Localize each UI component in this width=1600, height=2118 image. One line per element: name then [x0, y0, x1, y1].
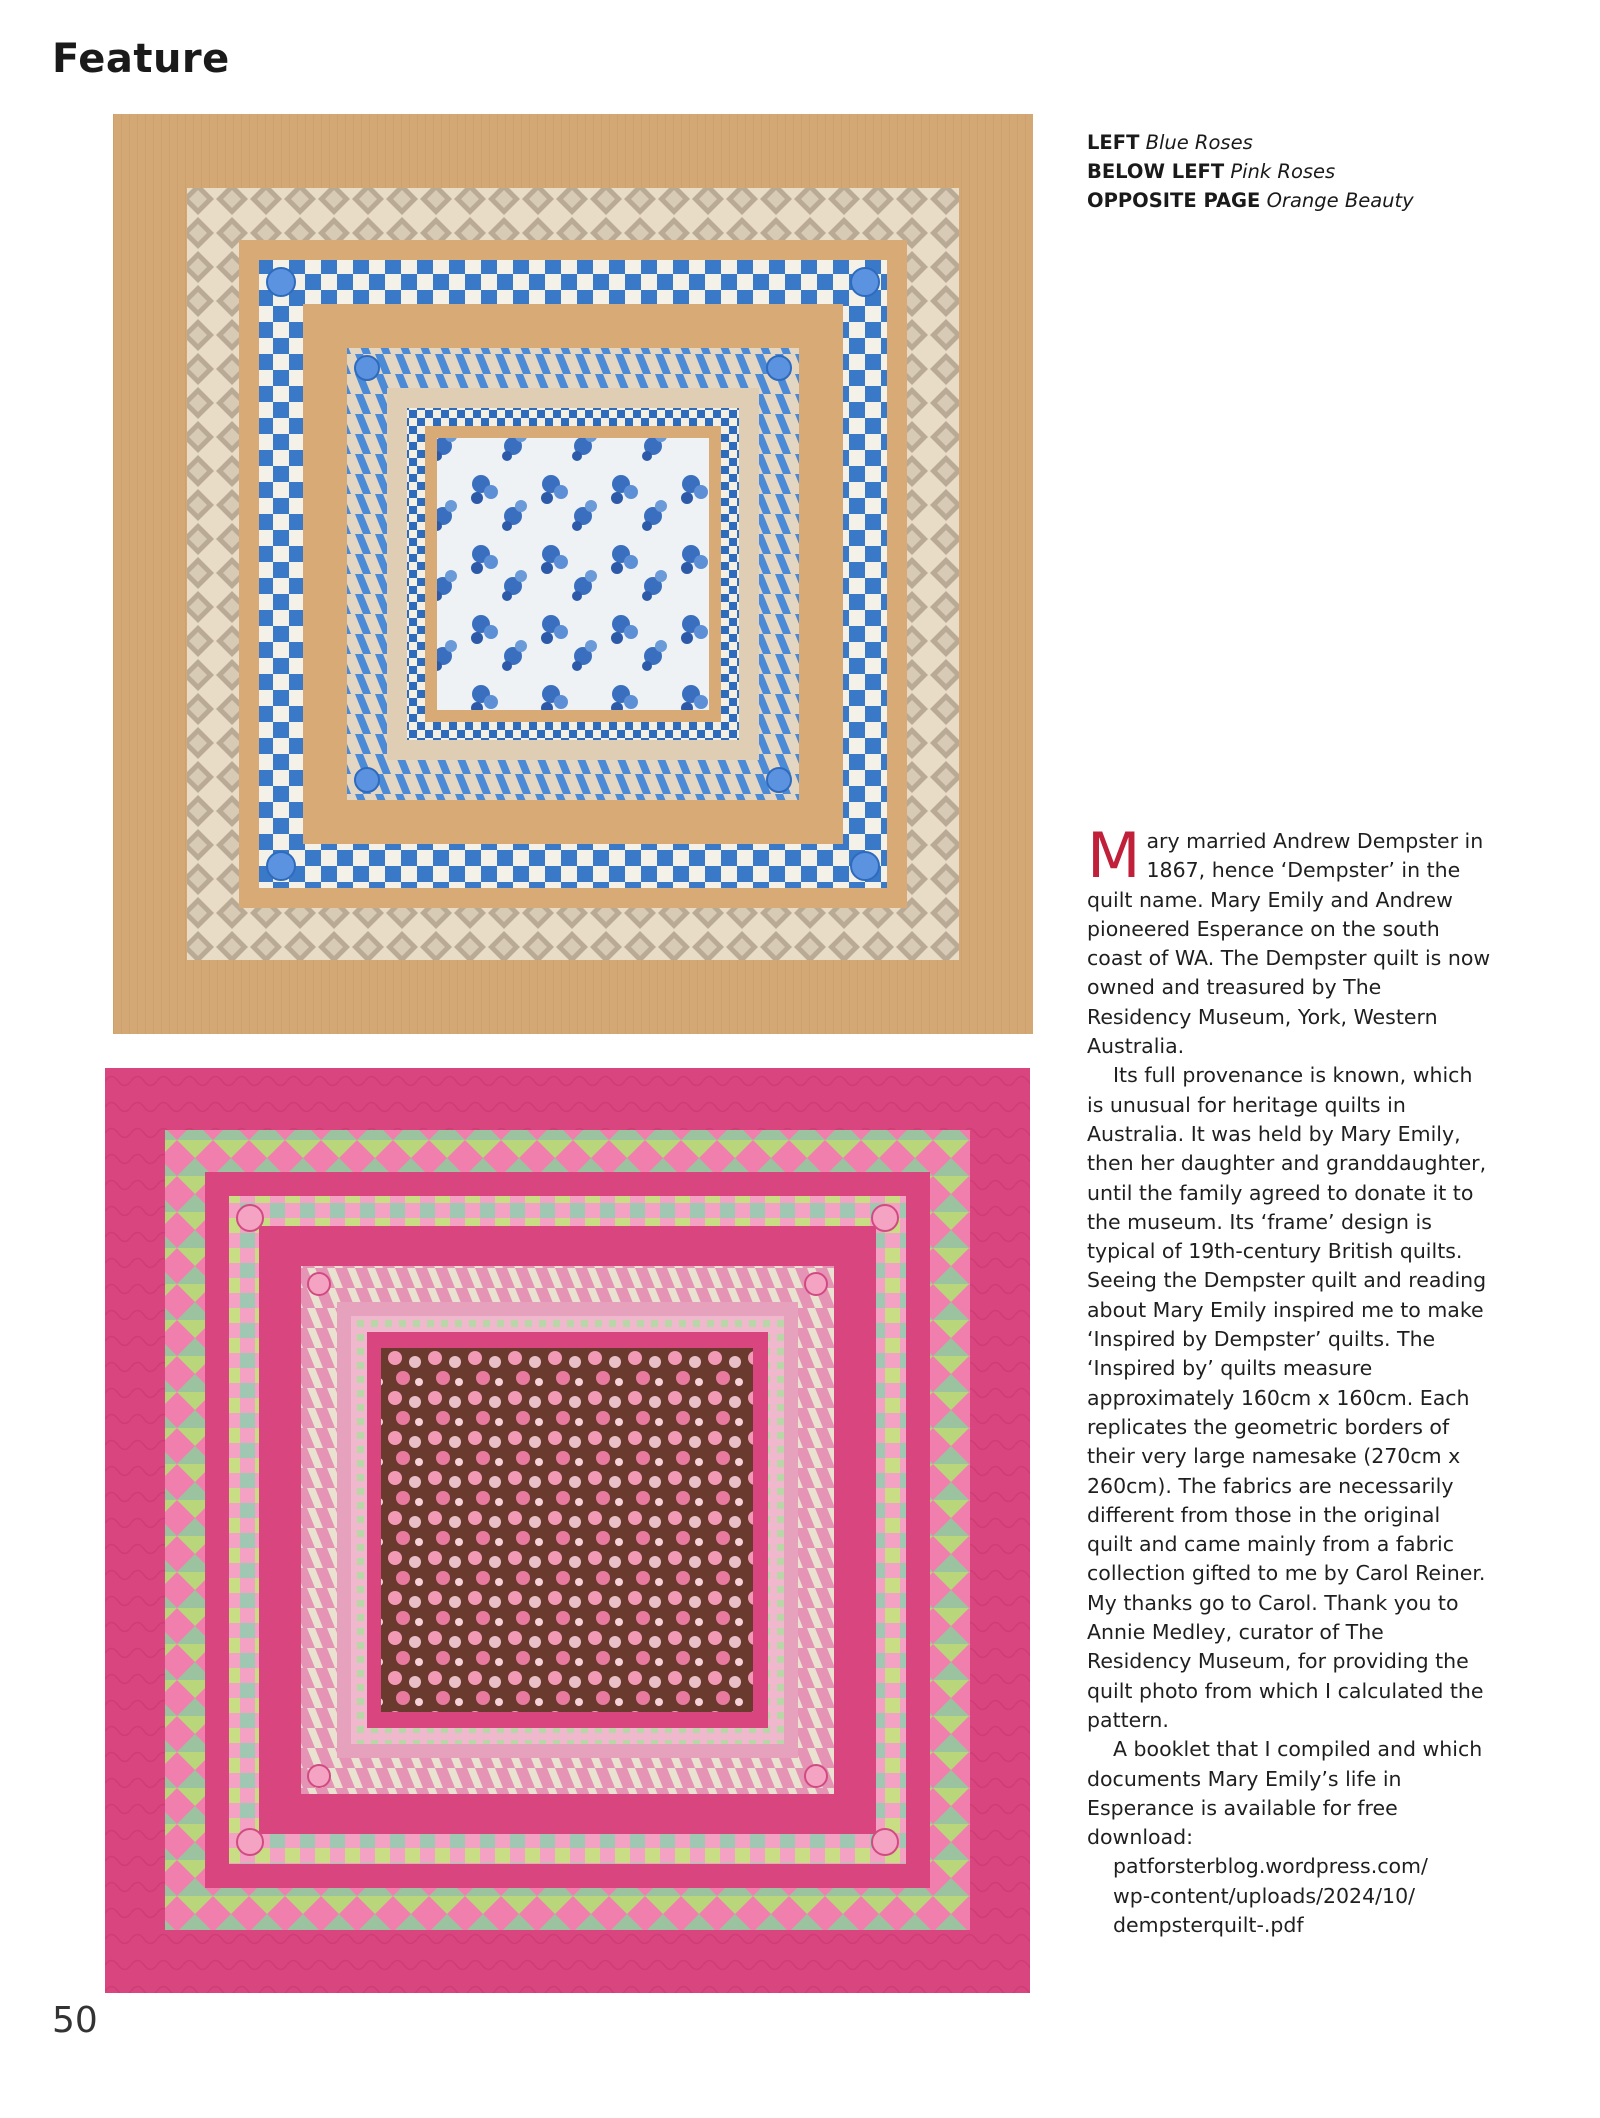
section-title: Feature	[52, 36, 230, 82]
download-url-part[interactable]: wp-content/uploads/2024/10/	[1113, 1883, 1416, 1908]
photo-captions	[1087, 128, 1527, 215]
caption-opposite-page	[1087, 186, 1527, 215]
download-url-part[interactable]: patforsterblog.wordpress.com/	[1113, 1854, 1428, 1879]
caption-title: Blue Roses	[1145, 131, 1253, 154]
caption-left	[1087, 128, 1527, 157]
article-paragraph-3	[1087, 1735, 1492, 1940]
caption-title: Orange Beauty	[1266, 189, 1414, 212]
article-paragraph-1	[1087, 819, 1492, 1061]
drop-cap: M	[1087, 819, 1141, 892]
paragraph-text: ary married Andrew Dempster in 1867, hence ‘Dempster’ in the quilt name. Mary Emily and Andrew pioneered Esperance on the south coast of WA. The Dempster quilt is now owned and treasured by The Residency Museum, York, Western Australia.	[1087, 829, 1491, 1059]
caption-label: BELOW LEFT	[1087, 160, 1225, 183]
pink-roses-quilt-photo	[105, 1068, 1030, 1993]
caption-below-left	[1087, 157, 1527, 186]
paragraph-text: A booklet that I compiled and which documents Mary Emily’s life in Esperance is available for free download:	[1087, 1737, 1483, 1850]
download-url-part[interactable]: dempsterquilt-.pdf	[1113, 1912, 1304, 1937]
page-number: 50	[52, 2000, 98, 2041]
blue-roses-quilt-photo	[113, 114, 1033, 1034]
article-paragraph-2: Its full provenance is known, which is unusual for heritage quilts in Australia. It was held by Mary Emily, then her daughter and granddaughter, until the family agreed to donate it to the museum. Its ‘frame’ design is typical of 19th-century British quilts. Seeing the Dempster quilt and reading about Mary Emily inspired me to make ‘Inspired by Dempster’ quilts. The ‘Inspired by’ quilts measure approximately 160cm x 160cm. Each replicates the geometric borders of their very large namesake (270cm x 260cm). The fabrics are necessarily different from those in the original quilt and came mainly from a fabric collection gifted to me by Carol Reiner. My thanks go to Carol. Thank you to Annie Medley, curator of The Residency Museum, for providing the quilt photo from which I calculated the pattern.	[1087, 1063, 1487, 1732]
caption-label: LEFT	[1087, 131, 1140, 154]
article-body	[1087, 819, 1492, 1940]
caption-title: Pink Roses	[1230, 160, 1336, 183]
caption-label: OPPOSITE PAGE	[1087, 189, 1261, 212]
